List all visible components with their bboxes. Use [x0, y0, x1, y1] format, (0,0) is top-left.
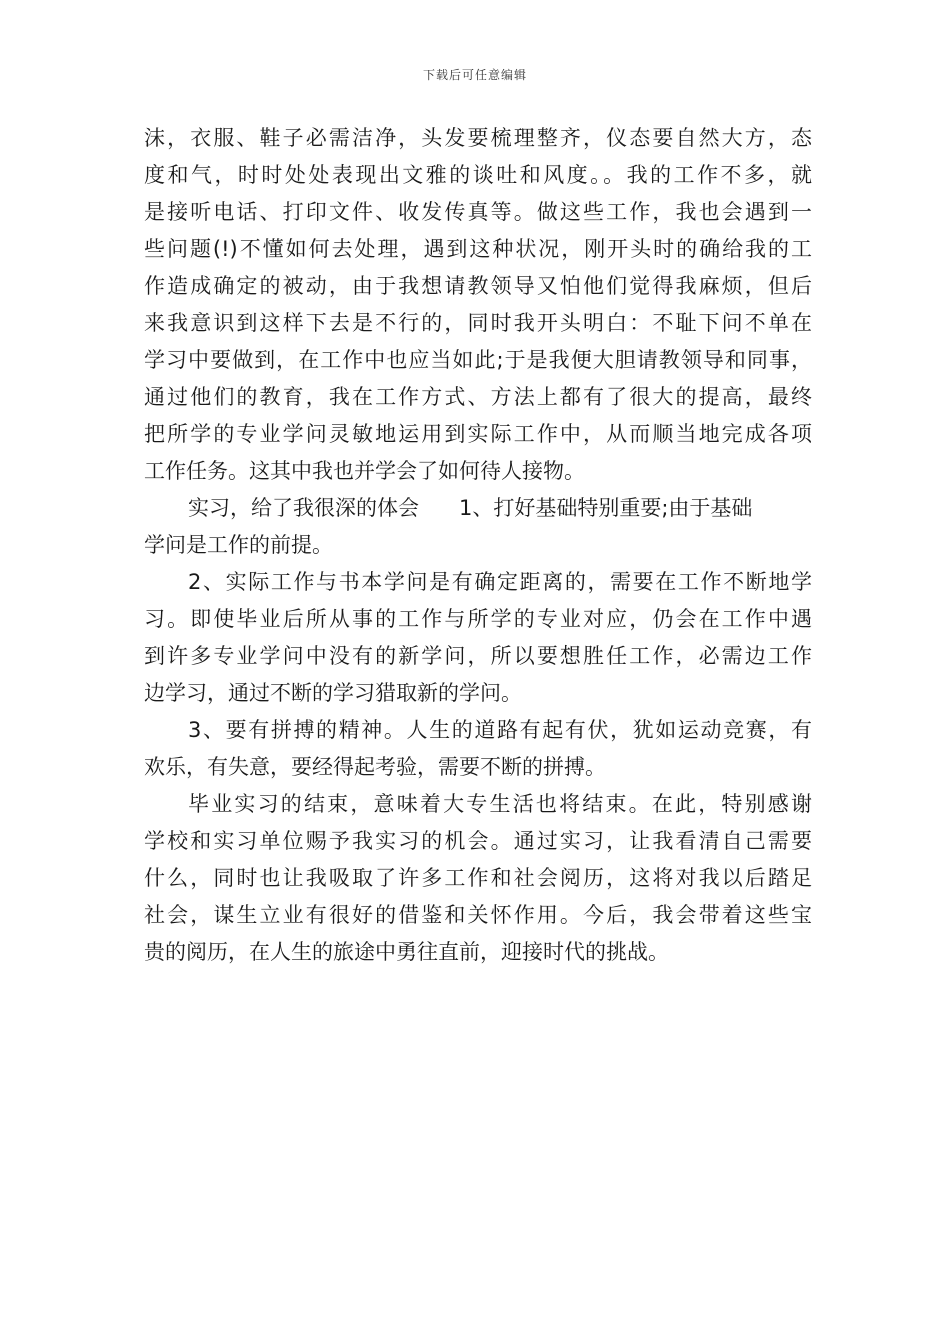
- text-line: 到许多专业学问中没有的新学问，所以要想胜任工作，必需边工作: [144, 644, 812, 668]
- text-line: 沫，衣服、鞋子必需洁净，头发要梳理整齐，仪态要自然大方，态: [144, 126, 812, 150]
- text-line: 贵的阅历，在人生的旅途中勇往直前，迎接时代的挑战。: [144, 940, 669, 964]
- text-line: 工作任务。这其中我也并学会了如何待人接物。: [144, 459, 585, 483]
- text-line: 通过他们的教育，我在工作方式、方法上都有了很大的提高，最终: [144, 385, 812, 409]
- text-line: 是接听电话、打印文件、收发传真等。做这些工作，我也会遇到一: [144, 200, 812, 224]
- text-line: 2、实际工作与书本学问是有确定距离的，需要在工作不断地学: [188, 570, 812, 594]
- paragraph-2: [144, 490, 812, 564]
- paragraph-3: [144, 564, 812, 712]
- paragraph-4: [144, 712, 812, 786]
- text-line: 些问题(!)不懂如何去处理，遇到这种状况，刚开头时的确给我的工: [144, 237, 812, 261]
- text-line: 度和气，时时处处表现出文雅的谈吐和风度。。我的工作不多，就: [144, 163, 812, 187]
- text-line: 学习中要做到，在工作中也应当如此;于是我便大胆请教领导和同事，: [144, 348, 812, 372]
- paragraph-1: [144, 120, 812, 490]
- text-line: [144, 490, 812, 527]
- text-line: 社会，谋生立业有很好的借鉴和关怀作用。今后，我会带着这些宝: [144, 903, 812, 927]
- text-line: 什么，同时也让我吸取了许多工作和社会阅历，这将对我以后踏足: [144, 866, 812, 890]
- text-segment: 1、打好基础特别重要;由于基础: [459, 496, 753, 520]
- text-line: 来我意识到这样下去是不行的，同时我开头明白：不耻下问不单在: [144, 311, 812, 335]
- page-header: 下载后可任意编辑: [422, 68, 527, 82]
- text-line: 毕业实习的结束，意味着大专生活也将结束。在此，特别感谢: [188, 792, 812, 816]
- text-segment: 实习，给了我很深的体会: [188, 496, 419, 520]
- paragraph-5: [144, 786, 812, 971]
- text-line: 学校和实习单位赐予我实习的机会。通过实习，让我看清自己需要: [144, 829, 812, 853]
- text-line: 把所学的专业学问灵敏地运用到实际工作中，从而顺当地完成各项: [144, 422, 812, 446]
- text-line: 3、要有拼搏的精神。人生的道路有起有伏，犹如运动竞赛，有: [188, 718, 812, 742]
- text-line: 学问是工作的前提。: [144, 533, 333, 557]
- text-line: 习。即使毕业后所从事的工作与所学的专业对应，仍会在工作中遇: [144, 607, 812, 631]
- text-line: 作造成确定的被动，由于我想请教领导又怕他们觉得我麻烦，但后: [144, 274, 812, 298]
- text-line: 欢乐，有失意，要经得起考验，需要不断的拼搏。: [144, 755, 606, 779]
- text-line: 边学习，通过不断的学习猎取新的学问。: [144, 681, 522, 705]
- document-body: [144, 120, 812, 971]
